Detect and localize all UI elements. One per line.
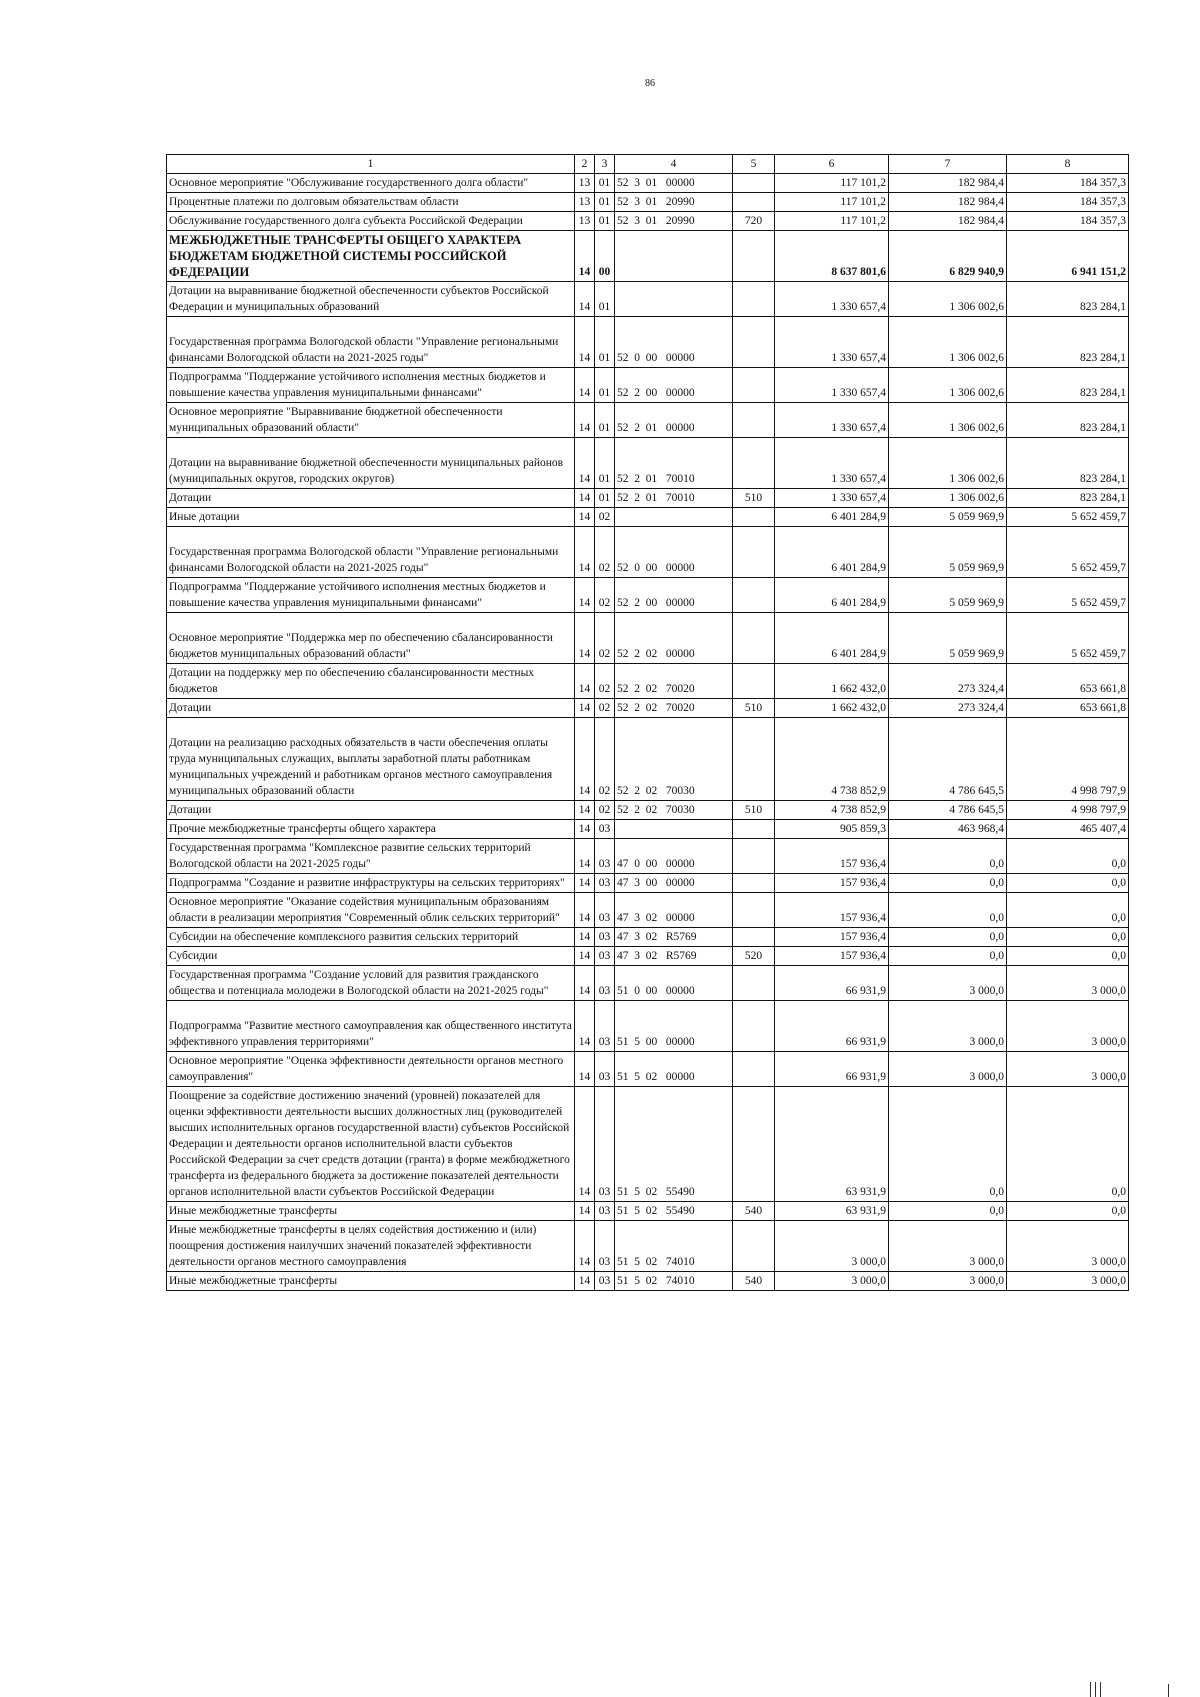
row-section: 14 bbox=[575, 613, 595, 664]
row-amount-col7: 1 306 002,6 bbox=[889, 403, 1007, 438]
row-subsection: 03 bbox=[595, 1001, 615, 1052]
row-amount-col7: 4 786 645,5 bbox=[889, 718, 1007, 801]
row-amount-col8: 823 284,1 bbox=[1007, 489, 1129, 508]
row-expense-type bbox=[733, 174, 775, 193]
row-subsection: 03 bbox=[595, 966, 615, 1001]
col-header-7: 7 bbox=[889, 155, 1007, 174]
row-amount-col6: 157 936,4 bbox=[775, 839, 889, 874]
row-expense-type bbox=[733, 613, 775, 664]
row-section: 14 bbox=[575, 438, 595, 489]
row-subsection: 01 bbox=[595, 317, 615, 368]
row-amount-col8: 3 000,0 bbox=[1007, 1052, 1129, 1087]
row-expense-type bbox=[733, 820, 775, 839]
row-amount-col8: 3 000,0 bbox=[1007, 1272, 1129, 1291]
row-target-code: 52 2 02 70020 bbox=[615, 664, 733, 699]
col-header-5: 5 bbox=[733, 155, 775, 174]
row-target-code: 52 0 00 00000 bbox=[615, 527, 733, 578]
row-amount-col6: 66 931,9 bbox=[775, 1001, 889, 1052]
row-target-code: 52 2 00 00000 bbox=[615, 578, 733, 613]
row-target-code: 51 5 02 00000 bbox=[615, 1052, 733, 1087]
row-target-code: 51 5 02 74010 bbox=[615, 1272, 733, 1291]
row-amount-col8: 5 652 459,7 bbox=[1007, 578, 1129, 613]
row-amount-col8: 3 000,0 bbox=[1007, 966, 1129, 1001]
row-name: Основное мероприятие "Оказание содействия муниципальным образованиям области в реализации мероприятия "Современный облик сельских территорий" bbox=[167, 893, 575, 928]
row-amount-col7: 0,0 bbox=[889, 1202, 1007, 1221]
table-row bbox=[167, 438, 1129, 489]
row-amount-col7: 0,0 bbox=[889, 1087, 1007, 1202]
row-target-code: 52 2 00 00000 bbox=[615, 368, 733, 403]
row-amount-col6: 1 330 657,4 bbox=[775, 317, 889, 368]
row-amount-col6: 1 662 432,0 bbox=[775, 699, 889, 718]
row-section: 14 bbox=[575, 508, 595, 527]
table-row bbox=[167, 403, 1129, 438]
row-expense-type: 540 bbox=[733, 1202, 775, 1221]
row-name: Основное мероприятие "Обслуживание государственного долга области" bbox=[167, 174, 575, 193]
row-name: Государственная программа "Комплексное развитие сельских территорий Вологодской области на 2021-2025 годы" bbox=[167, 839, 575, 874]
table-row bbox=[167, 1221, 1129, 1272]
row-amount-col7: 1 306 002,6 bbox=[889, 317, 1007, 368]
row-name: Государственная программа "Создание условий для развития гражданского общества и потенциала молодежи в Вологодской области на 2021-2025 годы" bbox=[167, 966, 575, 1001]
row-section: 14 bbox=[575, 801, 595, 820]
row-subsection: 01 bbox=[595, 489, 615, 508]
row-target-code bbox=[615, 508, 733, 527]
row-subsection: 02 bbox=[595, 613, 615, 664]
row-amount-col6: 117 101,2 bbox=[775, 193, 889, 212]
row-subsection: 03 bbox=[595, 1202, 615, 1221]
row-amount-col8: 0,0 bbox=[1007, 1087, 1129, 1202]
row-expense-type bbox=[733, 282, 775, 317]
row-target-code: 52 0 00 00000 bbox=[615, 317, 733, 368]
row-name: Основное мероприятие "Поддержка мер по обеспечению сбалансированности бюджетов муниципальных образований области" bbox=[167, 613, 575, 664]
row-amount-col7: 3 000,0 bbox=[889, 1272, 1007, 1291]
row-amount-col6: 63 931,9 bbox=[775, 1087, 889, 1202]
row-name: Дотации на реализацию расходных обязательств в части обеспечения оплаты труда муниципальных служащих, выплаты заработной платы работникам муниципальных учреждений и работникам органов местного самоуправления муниципальных образований области bbox=[167, 718, 575, 801]
table-row bbox=[167, 874, 1129, 893]
row-subsection: 01 bbox=[595, 438, 615, 489]
row-section: 13 bbox=[575, 212, 595, 231]
row-amount-col6: 1 662 432,0 bbox=[775, 664, 889, 699]
row-target-code bbox=[615, 282, 733, 317]
row-name: Обслуживание государственного долга субъекта Российской Федерации bbox=[167, 212, 575, 231]
row-amount-col8: 823 284,1 bbox=[1007, 403, 1129, 438]
row-amount-col7: 6 829 940,9 bbox=[889, 231, 1007, 282]
row-section: 14 bbox=[575, 1052, 595, 1087]
row-amount-col6: 1 330 657,4 bbox=[775, 282, 889, 317]
row-amount-col6: 66 931,9 bbox=[775, 966, 889, 1001]
col-header-6: 6 bbox=[775, 155, 889, 174]
row-expense-type bbox=[733, 231, 775, 282]
row-amount-col8: 823 284,1 bbox=[1007, 368, 1129, 403]
row-amount-col7: 3 000,0 bbox=[889, 1001, 1007, 1052]
row-target-code: 52 2 02 70030 bbox=[615, 801, 733, 820]
table-row bbox=[167, 839, 1129, 874]
row-subsection: 02 bbox=[595, 527, 615, 578]
row-amount-col7: 0,0 bbox=[889, 928, 1007, 947]
row-target-code: 51 5 02 55490 bbox=[615, 1087, 733, 1202]
row-section: 14 bbox=[575, 1001, 595, 1052]
row-section: 14 bbox=[575, 664, 595, 699]
row-amount-col8: 5 652 459,7 bbox=[1007, 613, 1129, 664]
row-amount-col6: 8 637 801,6 bbox=[775, 231, 889, 282]
row-amount-col7: 5 059 969,9 bbox=[889, 613, 1007, 664]
row-name: Субсидии bbox=[167, 947, 575, 966]
row-amount-col7: 182 984,4 bbox=[889, 212, 1007, 231]
row-name: Подпрограмма "Развитие местного самоуправления как общественного института эффективного управления территориями" bbox=[167, 1001, 575, 1052]
row-amount-col7: 1 306 002,6 bbox=[889, 368, 1007, 403]
row-target-code: 51 5 02 74010 bbox=[615, 1221, 733, 1272]
row-amount-col6: 3 000,0 bbox=[775, 1221, 889, 1272]
row-name: Подпрограмма "Поддержание устойчивого исполнения местных бюджетов и повышение качества управления муниципальными финансами" bbox=[167, 578, 575, 613]
table-row bbox=[167, 1052, 1129, 1087]
table-row bbox=[167, 1272, 1129, 1291]
col-header-8: 8 bbox=[1007, 155, 1129, 174]
row-name: Дотации bbox=[167, 489, 575, 508]
row-amount-col6: 6 401 284,9 bbox=[775, 527, 889, 578]
table-row bbox=[167, 820, 1129, 839]
row-name: Прочие межбюджетные трансферты общего характера bbox=[167, 820, 575, 839]
row-subsection: 03 bbox=[595, 1087, 615, 1202]
row-amount-col8: 823 284,1 bbox=[1007, 438, 1129, 489]
row-amount-col8: 184 357,3 bbox=[1007, 212, 1129, 231]
scan-mark bbox=[1095, 1682, 1096, 1697]
row-section: 14 bbox=[575, 699, 595, 718]
row-expense-type bbox=[733, 664, 775, 699]
row-target-code: 47 3 02 R5769 bbox=[615, 947, 733, 966]
table-row bbox=[167, 368, 1129, 403]
row-subsection: 02 bbox=[595, 578, 615, 613]
row-target-code: 52 3 01 00000 bbox=[615, 174, 733, 193]
row-name: Дотации на поддержку мер по обеспечению сбалансированности местных бюджетов bbox=[167, 664, 575, 699]
row-amount-col6: 1 330 657,4 bbox=[775, 489, 889, 508]
row-amount-col8: 3 000,0 bbox=[1007, 1001, 1129, 1052]
row-name: Основное мероприятие "Выравнивание бюджетной обеспеченности муниципальных образований области" bbox=[167, 403, 575, 438]
row-amount-col7: 273 324,4 bbox=[889, 664, 1007, 699]
row-target-code: 51 5 00 00000 bbox=[615, 1001, 733, 1052]
row-subsection: 02 bbox=[595, 718, 615, 801]
row-amount-col7: 273 324,4 bbox=[889, 699, 1007, 718]
row-amount-col6: 4 738 852,9 bbox=[775, 718, 889, 801]
row-name: Подпрограмма "Поддержание устойчивого исполнения местных бюджетов и повышение качества управления муниципальными финансами" bbox=[167, 368, 575, 403]
table-row bbox=[167, 947, 1129, 966]
row-subsection: 03 bbox=[595, 1052, 615, 1087]
row-amount-col6: 4 738 852,9 bbox=[775, 801, 889, 820]
row-subsection: 01 bbox=[595, 368, 615, 403]
row-target-code: 52 2 01 00000 bbox=[615, 403, 733, 438]
row-target-code: 51 5 02 55490 bbox=[615, 1202, 733, 1221]
table-row bbox=[167, 966, 1129, 1001]
row-subsection: 02 bbox=[595, 508, 615, 527]
row-amount-col8: 0,0 bbox=[1007, 947, 1129, 966]
row-name: Иные межбюджетные трансферты bbox=[167, 1272, 575, 1291]
row-amount-col6: 6 401 284,9 bbox=[775, 613, 889, 664]
row-expense-type bbox=[733, 1052, 775, 1087]
row-section: 14 bbox=[575, 1221, 595, 1272]
row-amount-col7: 0,0 bbox=[889, 874, 1007, 893]
table-row bbox=[167, 1087, 1129, 1202]
row-subsection: 01 bbox=[595, 282, 615, 317]
row-section: 14 bbox=[575, 489, 595, 508]
row-amount-col7: 0,0 bbox=[889, 839, 1007, 874]
row-amount-col8: 6 941 151,2 bbox=[1007, 231, 1129, 282]
row-target-code: 51 0 00 00000 bbox=[615, 966, 733, 1001]
scan-mark bbox=[1168, 1684, 1169, 1697]
row-amount-col7: 5 059 969,9 bbox=[889, 527, 1007, 578]
row-target-code: 52 3 01 20990 bbox=[615, 212, 733, 231]
row-name: Дотации на выравнивание бюджетной обеспеченности субъектов Российской Федерации и муниципальных образований bbox=[167, 282, 575, 317]
row-section: 14 bbox=[575, 928, 595, 947]
scan-mark bbox=[1100, 1682, 1101, 1697]
row-section: 14 bbox=[575, 820, 595, 839]
row-expense-type bbox=[733, 1001, 775, 1052]
row-target-code: 47 3 02 00000 bbox=[615, 893, 733, 928]
row-amount-col7: 182 984,4 bbox=[889, 193, 1007, 212]
row-subsection: 01 bbox=[595, 212, 615, 231]
row-subsection: 03 bbox=[595, 1221, 615, 1272]
row-amount-col7: 1 306 002,6 bbox=[889, 489, 1007, 508]
row-amount-col8: 0,0 bbox=[1007, 928, 1129, 947]
row-subsection: 03 bbox=[595, 820, 615, 839]
row-amount-col6: 905 859,3 bbox=[775, 820, 889, 839]
table-row bbox=[167, 664, 1129, 699]
row-name: Иные дотации bbox=[167, 508, 575, 527]
row-section: 14 bbox=[575, 1087, 595, 1202]
row-section: 14 bbox=[575, 718, 595, 801]
row-amount-col8: 5 652 459,7 bbox=[1007, 527, 1129, 578]
row-expense-type bbox=[733, 1087, 775, 1202]
row-amount-col8: 0,0 bbox=[1007, 893, 1129, 928]
row-section: 14 bbox=[575, 231, 595, 282]
table-row bbox=[167, 578, 1129, 613]
row-amount-col8: 5 652 459,7 bbox=[1007, 508, 1129, 527]
row-name: Иные межбюджетные трансферты bbox=[167, 1202, 575, 1221]
row-name: Дотации bbox=[167, 699, 575, 718]
row-target-code: 52 2 01 70010 bbox=[615, 489, 733, 508]
row-section: 14 bbox=[575, 874, 595, 893]
row-expense-type bbox=[733, 874, 775, 893]
row-amount-col7: 5 059 969,9 bbox=[889, 508, 1007, 527]
row-expense-type: 510 bbox=[733, 699, 775, 718]
row-amount-col8: 653 661,8 bbox=[1007, 664, 1129, 699]
row-amount-col6: 66 931,9 bbox=[775, 1052, 889, 1087]
row-section: 14 bbox=[575, 282, 595, 317]
row-section: 13 bbox=[575, 174, 595, 193]
row-target-code bbox=[615, 231, 733, 282]
row-expense-type bbox=[733, 839, 775, 874]
row-section: 13 bbox=[575, 193, 595, 212]
row-expense-type bbox=[733, 718, 775, 801]
row-expense-type bbox=[733, 508, 775, 527]
row-amount-col7: 0,0 bbox=[889, 893, 1007, 928]
row-amount-col7: 3 000,0 bbox=[889, 966, 1007, 1001]
row-subsection: 03 bbox=[595, 874, 615, 893]
row-amount-col8: 0,0 bbox=[1007, 874, 1129, 893]
row-expense-type: 510 bbox=[733, 489, 775, 508]
page-number: 86 bbox=[645, 78, 655, 89]
row-expense-type bbox=[733, 403, 775, 438]
row-name: Поощрение за содействие достижению значений (уровней) показателей для оценки эффективности деятельности высших должностных лиц (руководителей высших исполнительных органов государственной власти) субъектов Российской Федерации и деятельности органов исполнительной власти субъектов Российской Федерации за счет средств дотации (гранта) в форме межбюджетного трансферта из федерального бюджета за достижение показателей деятельности органов исполнительной власти субъектов Российской Федерации bbox=[167, 1087, 575, 1202]
header-row bbox=[167, 155, 1129, 174]
row-amount-col6: 157 936,4 bbox=[775, 947, 889, 966]
row-amount-col7: 5 059 969,9 bbox=[889, 578, 1007, 613]
row-section: 14 bbox=[575, 893, 595, 928]
row-amount-col6: 157 936,4 bbox=[775, 893, 889, 928]
table-row bbox=[167, 231, 1129, 282]
table-row bbox=[167, 193, 1129, 212]
row-name: Дотации bbox=[167, 801, 575, 820]
row-expense-type bbox=[733, 578, 775, 613]
row-amount-col8: 823 284,1 bbox=[1007, 282, 1129, 317]
row-amount-col6: 1 330 657,4 bbox=[775, 438, 889, 489]
row-subsection: 03 bbox=[595, 928, 615, 947]
row-section: 14 bbox=[575, 578, 595, 613]
row-section: 14 bbox=[575, 966, 595, 1001]
row-subsection: 01 bbox=[595, 403, 615, 438]
row-name: Основное мероприятие "Оценка эффективности деятельности органов местного самоуправления" bbox=[167, 1052, 575, 1087]
row-amount-col7: 3 000,0 bbox=[889, 1221, 1007, 1272]
row-target-code: 47 3 02 R5769 bbox=[615, 928, 733, 947]
row-expense-type: 720 bbox=[733, 212, 775, 231]
col-header-2: 2 bbox=[575, 155, 595, 174]
row-amount-col7: 1 306 002,6 bbox=[889, 438, 1007, 489]
row-amount-col6: 157 936,4 bbox=[775, 874, 889, 893]
row-target-code: 52 2 02 70020 bbox=[615, 699, 733, 718]
row-expense-type bbox=[733, 966, 775, 1001]
table-row bbox=[167, 1202, 1129, 1221]
row-name: Государственная программа Вологодской области "Управление региональными финансами Вологодской области на 2021-2025 годы" bbox=[167, 317, 575, 368]
row-section: 14 bbox=[575, 403, 595, 438]
row-subsection: 01 bbox=[595, 193, 615, 212]
row-amount-col7: 182 984,4 bbox=[889, 174, 1007, 193]
table-row bbox=[167, 282, 1129, 317]
row-amount-col8: 0,0 bbox=[1007, 839, 1129, 874]
row-amount-col6: 63 931,9 bbox=[775, 1202, 889, 1221]
row-name: МЕЖБЮДЖЕТНЫЕ ТРАНСФЕРТЫ ОБЩЕГО ХАРАКТЕРА БЮДЖЕТАМ БЮДЖЕТНОЙ СИСТЕМЫ РОССИЙСКОЙ ФЕДЕРАЦИИ bbox=[167, 231, 575, 282]
row-expense-type bbox=[733, 368, 775, 403]
row-name: Процентные платежи по долговым обязательствам области bbox=[167, 193, 575, 212]
row-amount-col6: 157 936,4 bbox=[775, 928, 889, 947]
table-body bbox=[167, 174, 1129, 1291]
table-row bbox=[167, 174, 1129, 193]
row-expense-type bbox=[733, 928, 775, 947]
row-name: Субсидии на обеспечение комплексного развития сельских территорий bbox=[167, 928, 575, 947]
row-expense-type: 540 bbox=[733, 1272, 775, 1291]
table-row bbox=[167, 718, 1129, 801]
row-amount-col8: 0,0 bbox=[1007, 1202, 1129, 1221]
table-row bbox=[167, 1001, 1129, 1052]
table-row bbox=[167, 212, 1129, 231]
row-amount-col7: 4 786 645,5 bbox=[889, 801, 1007, 820]
table-row bbox=[167, 527, 1129, 578]
row-target-code: 52 2 01 70010 bbox=[615, 438, 733, 489]
row-amount-col8: 184 357,3 bbox=[1007, 174, 1129, 193]
row-section: 14 bbox=[575, 947, 595, 966]
row-amount-col7: 0,0 bbox=[889, 947, 1007, 966]
row-subsection: 01 bbox=[595, 174, 615, 193]
row-target-code bbox=[615, 820, 733, 839]
row-amount-col6: 1 330 657,4 bbox=[775, 403, 889, 438]
row-amount-col7: 1 306 002,6 bbox=[889, 282, 1007, 317]
row-amount-col8: 465 407,4 bbox=[1007, 820, 1129, 839]
row-section: 14 bbox=[575, 1272, 595, 1291]
row-name: Подпрограмма "Создание и развитие инфраструктуры на сельских территориях" bbox=[167, 874, 575, 893]
row-amount-col6: 117 101,2 bbox=[775, 174, 889, 193]
row-target-code: 52 2 02 70030 bbox=[615, 718, 733, 801]
scan-mark bbox=[1090, 1682, 1091, 1697]
row-amount-col7: 3 000,0 bbox=[889, 1052, 1007, 1087]
row-name: Государственная программа Вологодской области "Управление региональными финансами Вологодской области на 2021-2025 годы" bbox=[167, 527, 575, 578]
table-row bbox=[167, 489, 1129, 508]
col-header-4: 4 bbox=[615, 155, 733, 174]
row-expense-type bbox=[733, 1221, 775, 1272]
row-subsection: 03 bbox=[595, 1272, 615, 1291]
row-subsection: 02 bbox=[595, 801, 615, 820]
row-expense-type bbox=[733, 438, 775, 489]
row-subsection: 02 bbox=[595, 664, 615, 699]
row-expense-type bbox=[733, 317, 775, 368]
col-header-3: 3 bbox=[595, 155, 615, 174]
col-header-1: 1 bbox=[167, 155, 575, 174]
row-amount-col8: 823 284,1 bbox=[1007, 317, 1129, 368]
row-amount-col6: 6 401 284,9 bbox=[775, 508, 889, 527]
row-amount-col8: 184 357,3 bbox=[1007, 193, 1129, 212]
row-amount-col6: 117 101,2 bbox=[775, 212, 889, 231]
table-row bbox=[167, 317, 1129, 368]
row-amount-col8: 653 661,8 bbox=[1007, 699, 1129, 718]
row-section: 14 bbox=[575, 317, 595, 368]
row-section: 14 bbox=[575, 527, 595, 578]
row-amount-col7: 463 968,4 bbox=[889, 820, 1007, 839]
table-row bbox=[167, 928, 1129, 947]
row-subsection: 03 bbox=[595, 839, 615, 874]
row-expense-type: 520 bbox=[733, 947, 775, 966]
budget-table bbox=[166, 154, 1129, 1291]
row-name: Дотации на выравнивание бюджетной обеспеченности муниципальных районов (муниципальных округов, городских округов) bbox=[167, 438, 575, 489]
row-target-code: 52 3 01 20990 bbox=[615, 193, 733, 212]
row-amount-col8: 4 998 797,9 bbox=[1007, 718, 1129, 801]
row-section: 14 bbox=[575, 368, 595, 403]
row-subsection: 02 bbox=[595, 699, 615, 718]
row-expense-type: 510 bbox=[733, 801, 775, 820]
row-expense-type bbox=[733, 527, 775, 578]
row-subsection: 03 bbox=[595, 893, 615, 928]
row-section: 14 bbox=[575, 1202, 595, 1221]
row-subsection: 00 bbox=[595, 231, 615, 282]
row-target-code: 47 0 00 00000 bbox=[615, 839, 733, 874]
row-amount-col6: 3 000,0 bbox=[775, 1272, 889, 1291]
row-expense-type bbox=[733, 893, 775, 928]
table-row bbox=[167, 613, 1129, 664]
table-row bbox=[167, 893, 1129, 928]
table-row bbox=[167, 508, 1129, 527]
row-section: 14 bbox=[575, 839, 595, 874]
row-amount-col6: 1 330 657,4 bbox=[775, 368, 889, 403]
row-amount-col8: 4 998 797,9 bbox=[1007, 801, 1129, 820]
row-target-code: 47 3 00 00000 bbox=[615, 874, 733, 893]
row-expense-type bbox=[733, 193, 775, 212]
row-target-code: 52 2 02 00000 bbox=[615, 613, 733, 664]
row-subsection: 03 bbox=[595, 947, 615, 966]
row-name: Иные межбюджетные трансферты в целях содействия достижению и (или) поощрения достижения наилучших значений показателей эффективности деятельности органов местного самоуправления bbox=[167, 1221, 575, 1272]
row-amount-col6: 6 401 284,9 bbox=[775, 578, 889, 613]
row-amount-col8: 3 000,0 bbox=[1007, 1221, 1129, 1272]
table-row bbox=[167, 801, 1129, 820]
table-row bbox=[167, 699, 1129, 718]
